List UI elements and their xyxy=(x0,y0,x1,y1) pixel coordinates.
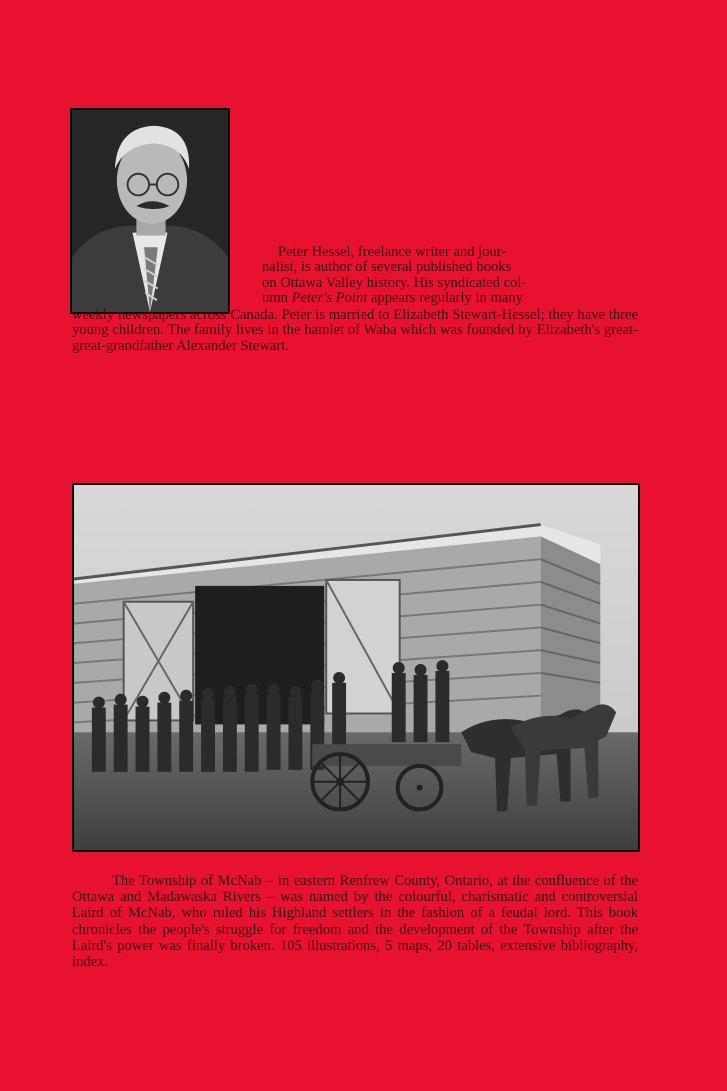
bio-line: nalist, is author of several published books xyxy=(262,259,512,276)
portrait-wrap-spacer xyxy=(72,245,262,308)
bio-line: on Ottawa Valley history. His syndicated col- xyxy=(262,274,527,291)
bio-line: Peter Hessel, freelance writer and jour- xyxy=(278,244,507,260)
column-title: Peter's Point xyxy=(291,290,368,307)
description-text: The Township of McNab – in eastern Renfrew County, Ontario, at the confluence of the Ottawa and Madawaska Rivers – was named by the colourful, charismatic and controversial Laird of McNab, who ruled his Highland settlers in the fashion of a feudal lord. This book chronicles the people's struggle for freedom and the development of the Township after the Laird's power was finally broken. 105 illustrations, 5 maps, 20 tables, extensive bibliography, index. xyxy=(72,873,638,971)
bio-text: umn xyxy=(262,290,292,307)
bio-text: appears regularly in many xyxy=(367,290,523,307)
bio-rest: weekly newspapers across Canada. Peter is married to Elizabeth Stewart-Hessel; they have three young children. The family lives in the hamlet of Waba which was founded by Elizabeth's great-great-grandfather Alexander Stewart. xyxy=(72,307,638,354)
author-bio xyxy=(72,245,638,354)
barn-historical-photo xyxy=(72,483,640,852)
book-description xyxy=(72,873,638,970)
